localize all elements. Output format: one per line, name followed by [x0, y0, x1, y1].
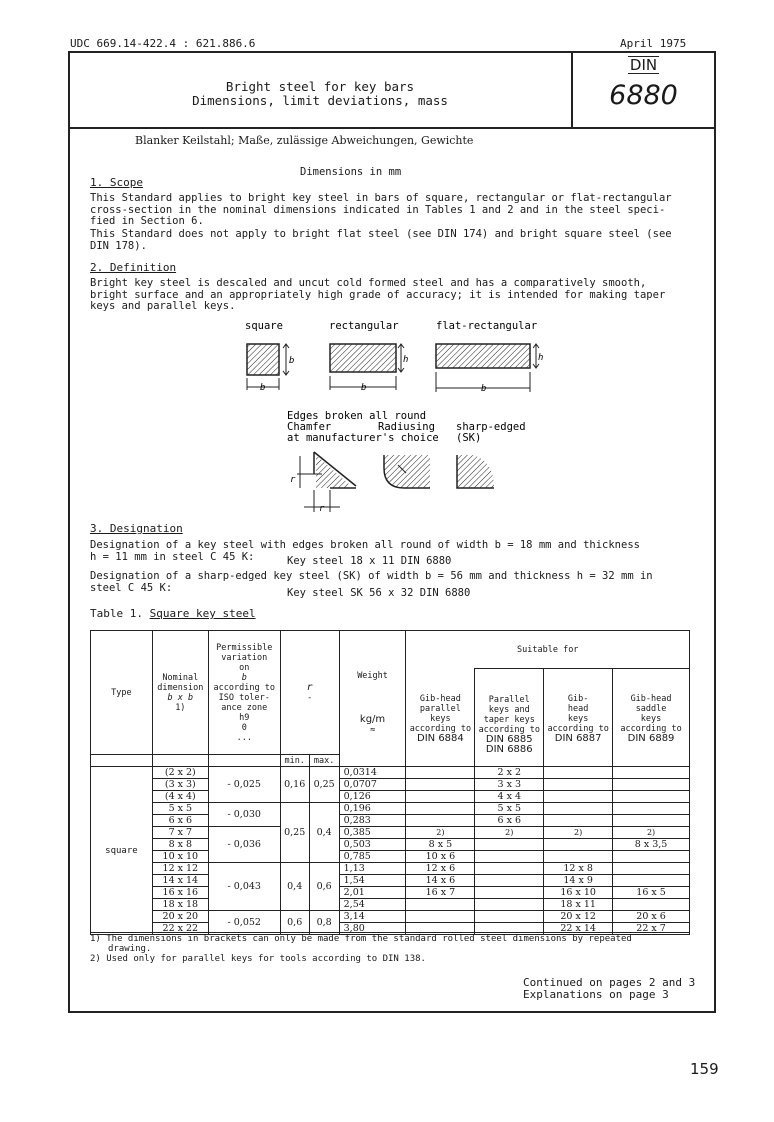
header-line: keys and	[488, 704, 530, 715]
suitable-c1-cell	[406, 779, 475, 791]
text-line: This Standard does not apply to bright flat steel (see DIN 174) and bright square steel (see	[90, 228, 672, 240]
table-row	[91, 899, 690, 911]
cross-section-figure	[0, 0, 774, 530]
nominal-cell: (4 x 4)	[152, 791, 208, 803]
rectangular-section	[330, 344, 408, 393]
table-row	[91, 779, 690, 791]
continued-line-1: Continued on pages 2 and 3	[523, 976, 696, 989]
header-line: ≈	[369, 725, 376, 735]
header-line: ...	[236, 732, 252, 743]
header-line: according to	[213, 682, 275, 693]
header-line: b	[241, 672, 247, 683]
table-row	[91, 875, 690, 887]
suitable-c4-cell: 20 x 6	[613, 911, 690, 923]
header-r-max: max.	[309, 755, 339, 767]
suitable-c1-cell: 8 x 5	[406, 839, 475, 851]
suitable-c2-cell	[475, 899, 544, 911]
designation-example-2: Key steel SK 56 x 32 DIN 6880	[287, 587, 471, 599]
header-suitable-for: Suitable for	[406, 631, 690, 669]
din-number: 6880	[609, 80, 678, 111]
nominal-cell: 12 x 12	[152, 863, 208, 875]
text-line: Designation of a sharp-edged key steel (SK) of width b = 56 mm and thickness h = 32 mm in	[90, 570, 653, 582]
suitable-c3-cell: 18 x 11	[544, 899, 613, 911]
text-line: bright surface and an appropriately high grade of accuracy; it is intended for making taper	[90, 288, 666, 301]
header-spacer	[91, 755, 153, 767]
sk-label: (SK)	[456, 432, 482, 444]
weight-cell: 1,54	[339, 875, 406, 887]
suitable-c1-cell	[406, 899, 475, 911]
suitable-c4-cell	[613, 899, 690, 911]
nominal-cell: 10 x 10	[152, 851, 208, 863]
header-din-6885	[475, 669, 544, 755]
dim-b-flat: b	[481, 384, 487, 394]
header-line: DIN 6886	[485, 743, 533, 755]
suitable-c1-cell: 2)	[406, 827, 475, 839]
tolerance-cell: - 0,043	[208, 863, 280, 911]
header-line: according to	[478, 724, 540, 735]
suitable-c4-cell	[613, 851, 690, 863]
suitable-c4-cell: 22 x 7	[613, 923, 690, 935]
table-body	[91, 767, 690, 935]
suitable-c2-cell	[475, 863, 544, 875]
german-title: Blanker Keilstahl; Maße, zulässige Abweichungen, Gewichte	[135, 134, 474, 147]
header-line: Nominal	[162, 672, 199, 683]
continued-line-2: Explanations on page 3	[523, 988, 669, 1001]
dim-b-vertical: b	[289, 356, 295, 366]
table-row	[91, 803, 690, 815]
page-number: 159	[690, 1060, 719, 1078]
title-line-2: Dimensions, limit deviations, mass	[192, 93, 448, 108]
r-min-cell: 0,16	[280, 767, 309, 803]
suitable-c2-cell	[475, 875, 544, 887]
header-line: parallel	[419, 703, 461, 714]
header-din-6887	[544, 669, 613, 755]
weight-cell: 3,80	[339, 923, 406, 935]
dim-b-rect: b	[361, 383, 367, 393]
table-row	[91, 851, 690, 863]
header-line: dimension	[157, 682, 204, 693]
section-2-heading: 2. Definition	[90, 261, 177, 274]
table-row	[91, 815, 690, 827]
header-line: r	[306, 681, 313, 693]
table-row	[91, 791, 690, 803]
r-max-cell: 0,25	[309, 767, 339, 803]
footnote-2: 2) Used only for parallel keys for tools according to DIN 138.	[90, 954, 426, 964]
header-line: h9	[239, 712, 250, 723]
suitable-c2-cell: 2)	[475, 827, 544, 839]
suitable-c1-cell	[406, 803, 475, 815]
label-flat-rectangular: flat-rectangular	[436, 320, 538, 332]
suitable-c2-cell	[475, 887, 544, 899]
header-line: head	[567, 703, 589, 714]
suitable-c3-cell: 2)	[544, 827, 613, 839]
header-line: keys	[567, 713, 589, 724]
header-line: ance zone	[221, 702, 268, 713]
header-spacer	[613, 755, 690, 767]
nominal-cell: (3 x 3)	[152, 779, 208, 791]
edges-label-1: Edges broken all round	[287, 410, 427, 422]
r-max-cell: 0,8	[309, 911, 339, 935]
weight-cell: 2,01	[339, 887, 406, 899]
nominal-cell: 20 x 20	[152, 911, 208, 923]
suitable-c3-cell	[544, 839, 613, 851]
section-3-heading: 3. Designation	[90, 522, 183, 535]
header-line: on	[239, 662, 250, 673]
header-din-6884	[406, 669, 475, 755]
suitable-c4-cell	[613, 767, 690, 779]
suitable-c4-cell	[613, 815, 690, 827]
nominal-cell: 6 x 6	[152, 815, 208, 827]
weight-cell: 0,0314	[339, 767, 406, 779]
dim-r-vertical: r	[290, 475, 296, 485]
suitable-c1-cell: 10 x 6	[406, 851, 475, 863]
header-line: 0	[241, 722, 247, 733]
nominal-cell: 14 x 14	[152, 875, 208, 887]
header-r	[280, 631, 339, 755]
footnote-1-cont: drawing.	[108, 944, 152, 954]
suitable-c3-cell	[544, 851, 613, 863]
suitable-c1-cell: 16 x 7	[406, 887, 475, 899]
header-spacer	[339, 755, 406, 767]
type-cell: square	[91, 767, 153, 935]
header-spacer	[208, 755, 280, 767]
table-name: Square key steel	[149, 607, 256, 620]
dim-h-flat: h	[538, 353, 544, 363]
suitable-c3-cell	[544, 791, 613, 803]
r-min-cell: 0,25	[280, 803, 309, 863]
header-line: variation	[221, 652, 268, 663]
weight-cell: 3,14	[339, 911, 406, 923]
weight-cell: 1,13	[339, 863, 406, 875]
header-line: according to	[409, 723, 472, 734]
header-spacer	[152, 755, 208, 767]
suitable-c2-cell: 2 x 2	[475, 767, 544, 779]
header-line: keys	[430, 713, 451, 724]
footnote-rule	[90, 932, 690, 933]
dim-r-horizontal: r	[319, 504, 325, 514]
header-line: DIN 6884	[417, 732, 464, 744]
header-line: saddle	[635, 703, 667, 714]
header-spacer	[406, 755, 475, 767]
suitable-c1-cell	[406, 767, 475, 779]
suitable-c2-cell: 5 x 5	[475, 803, 544, 815]
suitable-c4-cell	[613, 791, 690, 803]
suitable-c2-cell	[475, 839, 544, 851]
r-min-cell: 0,4	[280, 863, 309, 911]
suitable-c3-cell	[544, 815, 613, 827]
r-min-cell: 0,6	[280, 911, 309, 935]
nominal-cell: 16 x 16	[152, 887, 208, 899]
suitable-c1-cell	[406, 791, 475, 803]
header-line: according to	[547, 723, 609, 734]
suitable-c2-cell	[475, 911, 544, 923]
header-spacer	[475, 755, 544, 767]
header-line: Gib-head	[630, 693, 672, 704]
text-line: steel C 45 K:	[90, 581, 173, 594]
suitable-c3-cell	[544, 779, 613, 791]
header-spacer	[544, 755, 613, 767]
suitable-c3-cell: 16 x 10	[544, 887, 613, 899]
square-key-steel-table	[90, 630, 690, 935]
table-row	[91, 887, 690, 899]
designation-example-1: Key steel 18 x 11 DIN 6880	[287, 555, 452, 567]
header-line: Gib-	[567, 693, 589, 704]
header-line: Parallel	[488, 694, 530, 705]
label-rectangular: rectangular	[329, 320, 399, 332]
sharp-edge-detail	[457, 455, 494, 488]
weight-cell: 0,196	[339, 803, 406, 815]
tolerance-cell: - 0,052	[208, 911, 280, 935]
header-line: 1)	[175, 702, 186, 713]
suitable-c4-cell: 8 x 3,5	[613, 839, 690, 851]
suitable-c1-cell	[406, 815, 475, 827]
header-line: DIN 6889	[627, 732, 675, 744]
suitable-c1-cell	[406, 911, 475, 923]
footnote-1: 1) The dimensions in brackets can only be made from the standard rolled steel dimensions by repeated	[90, 934, 632, 944]
dim-b-horizontal: b	[260, 383, 266, 393]
header-line: Gib-head	[419, 693, 461, 704]
weight-cell: 0,0707	[339, 779, 406, 791]
suitable-c3-cell: 14 x 9	[544, 875, 613, 887]
suitable-c4-cell	[613, 875, 690, 887]
suitable-c4-cell	[613, 779, 690, 791]
suitable-c4-cell: 16 x 5	[613, 887, 690, 899]
text-line: This Standard applies to bright key steel in bars of square, rectangular or flat-rectangular	[90, 192, 672, 204]
table-number: Table 1.	[90, 607, 143, 620]
header-line: keys	[640, 713, 662, 724]
header-line: Weight	[357, 671, 388, 681]
dim-h-rect: h	[403, 355, 409, 365]
suitable-c3-cell	[544, 803, 613, 815]
tolerance-cell: - 0,025	[208, 767, 280, 803]
header-line: kg/m	[359, 714, 386, 725]
suitable-c1-cell: 12 x 6	[406, 863, 475, 875]
table-row	[91, 839, 690, 851]
weight-cell: 2,54	[339, 899, 406, 911]
suitable-c2-cell: 4 x 4	[475, 791, 544, 803]
suitable-c2-cell: 6 x 6	[475, 815, 544, 827]
header-din-6889	[613, 669, 690, 755]
nominal-cell: 7 x 7	[152, 827, 208, 839]
header-line: according to	[620, 723, 682, 734]
header-weight	[339, 631, 406, 755]
weight-cell: 0,126	[339, 791, 406, 803]
nominal-cell: 22 x 22	[152, 923, 208, 935]
table-row	[91, 863, 690, 875]
section-1-heading: 1. Scope	[90, 176, 143, 189]
suitable-c4-cell	[613, 803, 690, 815]
suitable-c3-cell: 20 x 12	[544, 911, 613, 923]
weight-cell: 0,283	[339, 815, 406, 827]
table-row	[91, 767, 690, 779]
header-line: b x b	[167, 692, 194, 703]
continued-note	[523, 977, 695, 1001]
text-line: h = 11 mm in steel C 45 K:	[90, 550, 255, 563]
label-square: square	[245, 320, 283, 332]
weight-cell: 0,385	[339, 827, 406, 839]
header-line: DIN 6885	[485, 733, 533, 745]
text-line: cross-section in the nominal dimensions indicated in Tables 1 and 2 and in the steel speci-	[90, 203, 666, 216]
text-line: fied in Section 6.	[90, 215, 204, 227]
text-line: Bright key steel is descaled and uncut cold formed steel and has a comparatively smooth,	[90, 277, 647, 289]
header-permissible-variation	[208, 631, 280, 755]
sharp-edged-label: sharp-edged	[456, 421, 526, 433]
nominal-cell: (2 x 2)	[152, 767, 208, 779]
tolerance-cell: - 0,036	[208, 827, 280, 863]
suitable-c3-cell: 22 x 14	[544, 923, 613, 935]
header-line: DIN 6887	[554, 732, 602, 744]
text-line: Designation of a key steel with edges broken all round of width b = 18 mm and thickness	[90, 539, 640, 551]
chamfer-detail	[290, 452, 356, 514]
text-line: keys and parallel keys.	[90, 300, 236, 312]
table-row	[91, 911, 690, 923]
radius-detail	[384, 455, 430, 488]
suitable-c4-cell: 2)	[613, 827, 690, 839]
table-row	[91, 827, 690, 839]
weight-cell: 0,785	[339, 851, 406, 863]
chamfer-label: Chamfer	[287, 421, 332, 433]
r-max-cell: 0,4	[309, 803, 339, 863]
suitable-c2-cell	[475, 851, 544, 863]
r-max-cell: 0,6	[309, 863, 339, 911]
flat-rectangular-section	[436, 344, 543, 394]
udc-number: UDC 669.14-422.4 : 621.886.6	[70, 37, 256, 50]
square-section	[247, 344, 294, 393]
edges-label-3: at manufacturer's choice	[287, 432, 439, 444]
table-title	[90, 607, 256, 620]
header-line: ISO toler-	[218, 692, 270, 703]
footnotes	[90, 934, 690, 964]
header-line: -	[307, 692, 313, 703]
din-label: DIN	[629, 56, 658, 74]
header-line: Permissible	[216, 642, 273, 653]
nominal-cell: 18 x 18	[152, 899, 208, 911]
nominal-cell: 5 x 5	[152, 803, 208, 815]
suitable-c4-cell	[613, 863, 690, 875]
weight-cell: 0,503	[339, 839, 406, 851]
nominal-cell: 8 x 8	[152, 839, 208, 851]
text-line: DIN 178).	[90, 239, 147, 252]
suitable-c1-cell: 14 x 6	[406, 875, 475, 887]
tolerance-cell: - 0,030	[208, 803, 280, 827]
suitable-c2-cell: 3 x 3	[475, 779, 544, 791]
suitable-c3-cell: 12 x 8	[544, 863, 613, 875]
header-line: taper keys	[483, 714, 535, 725]
title-line-1: Bright steel for key bars	[225, 79, 415, 94]
radiusing-label: Radiusing	[378, 421, 435, 433]
issue-date: April 1975	[620, 37, 687, 50]
header-r-min: min.	[280, 755, 309, 767]
header-type: Type	[91, 631, 153, 755]
suitable-c3-cell	[544, 767, 613, 779]
header-nominal	[152, 631, 208, 755]
dimensions-note: Dimensions in mm	[300, 166, 402, 178]
